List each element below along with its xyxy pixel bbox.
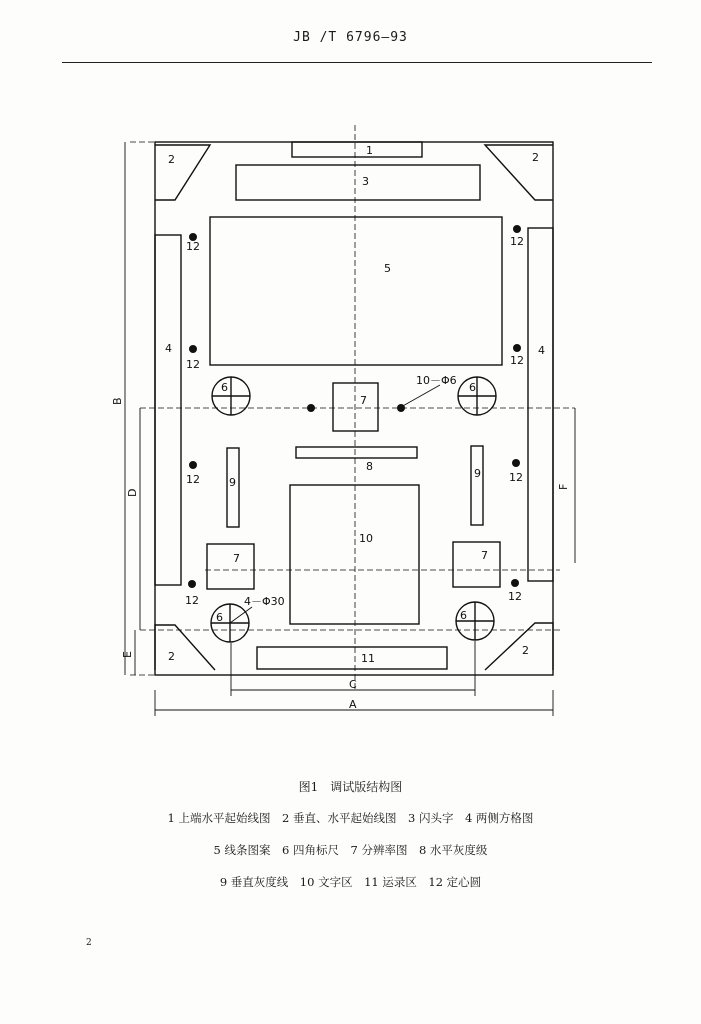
label-6-tr: 6 [469, 381, 476, 394]
dim-label-F: F [557, 483, 570, 490]
label-12-a: 12 [186, 240, 200, 253]
callout-10-phi6: 10－Φ6 [416, 374, 457, 387]
area-7-center-box [333, 383, 378, 431]
area-1-box [292, 142, 422, 157]
area-9-right-box [471, 446, 483, 525]
label-12-b: 12 [510, 235, 524, 248]
label-8: 8 [366, 460, 373, 473]
dim-label-D: D [126, 488, 139, 497]
label-2-bl: 2 [168, 650, 175, 663]
dim-label-E: E [121, 651, 134, 658]
label-6-br: 6 [460, 609, 467, 622]
label-9-left: 9 [229, 476, 236, 489]
label-7-left: 7 [233, 552, 240, 565]
area-2-corner-wedges [155, 145, 553, 670]
standard-code-header: JB /T 6796—93 [293, 30, 408, 45]
label-4-left: 4 [165, 342, 172, 355]
label-12-d: 12 [510, 354, 524, 367]
dim-label-C: C [349, 678, 357, 691]
area-8-box [296, 447, 417, 458]
label-12-e: 12 [186, 473, 200, 486]
dim-label-A: A [349, 698, 357, 711]
label-1: 1 [366, 144, 373, 157]
area-10-box [290, 485, 419, 624]
leader-10-phi6 [401, 385, 440, 407]
label-7-center: 7 [360, 394, 367, 407]
label-5: 5 [384, 262, 391, 275]
dim-label-B: B [111, 397, 124, 405]
area-7-right-box [453, 542, 500, 587]
area-7-left-box [207, 544, 254, 589]
legend-line-2: 5 线条图案 6 四角标尺 7 分辨率图 8 水平灰度级 [213, 843, 488, 857]
label-12-c: 12 [186, 358, 200, 371]
label-12-g: 12 [185, 594, 199, 607]
label-10: 10 [359, 532, 373, 545]
label-2-tl: 2 [168, 153, 175, 166]
legend-line-3: 9 垂直灰度线 10 文字区 11 运录区 12 定心圆 [219, 875, 482, 889]
area-5-box [210, 217, 502, 365]
label-12-f: 12 [509, 471, 523, 484]
area-12-dots [188, 225, 521, 588]
label-6-tl: 6 [221, 381, 228, 394]
legend-line-1: 1 上端水平起始线图 2 垂直、水平起始线图 3 闪头字 4 两侧方格图 [167, 811, 534, 825]
area-4-right-box [528, 228, 553, 581]
figure-caption: 图1 调试版结构图 [298, 780, 403, 794]
page-number: 2 [86, 938, 92, 948]
label-3: 3 [362, 175, 369, 188]
label-6-bl: 6 [216, 611, 223, 624]
label-12-h: 12 [508, 590, 522, 603]
area-4-left-box [155, 235, 181, 585]
area-11-box [257, 647, 447, 669]
label-9-right: 9 [474, 467, 481, 480]
label-2-tr: 2 [532, 151, 539, 164]
label-11: 11 [361, 652, 375, 665]
label-2-br: 2 [522, 644, 529, 657]
callout-4-phi30: 4－Φ30 [244, 595, 285, 608]
label-7-right: 7 [481, 549, 488, 562]
plate-outline [155, 142, 553, 675]
label-4-right: 4 [538, 344, 545, 357]
area-3-box [236, 165, 480, 200]
